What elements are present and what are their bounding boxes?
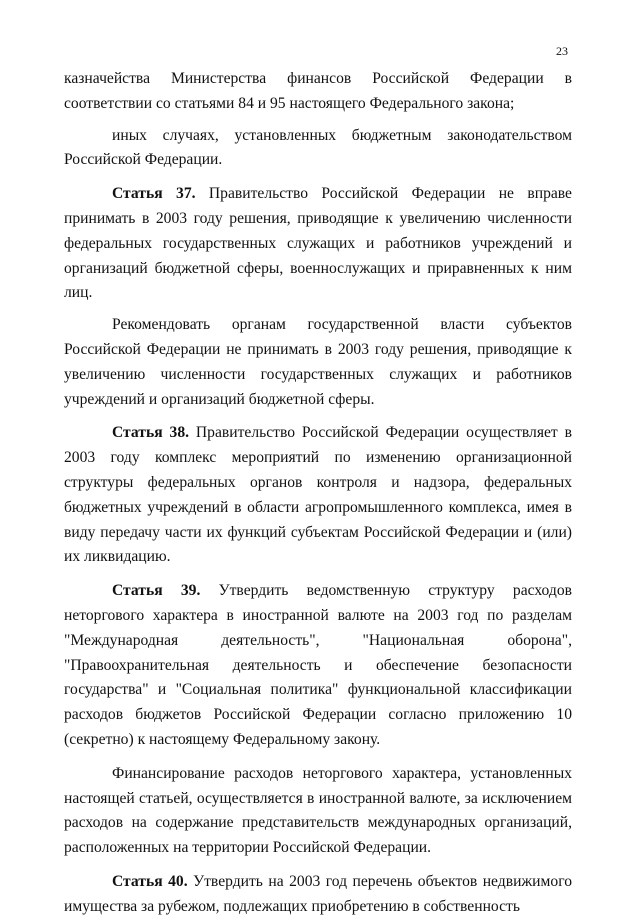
paragraph-text: Правительство Российской Федерации не вправе принимать в 2003 году решения, приводящие к увеличению численности федеральных государственных служащих и работников учреждений и организаций бюджетной сферы, военнослужащих и приравненных к ним лиц. — [64, 185, 572, 302]
paragraph-text: Правительство Российской Федерации осуществляет в 2003 году комплекс мероприятий по изменению организационной структуры федеральных органов контроля и надзора, федеральных бюджетных учреждений в области агропромышленного комплекса, имея в виду передачу части их функций субъектам Российской Федерации и (или) их ликвидацию. — [64, 424, 572, 566]
article-heading: Статья 39. — [112, 582, 201, 600]
paragraph — [64, 313, 572, 412]
article-heading: Статья 37. — [112, 185, 196, 203]
paragraph-text: Утвердить на 2003 год перечень объектов недвижимого имущества за рубежом, подлежащих приобретению в собственность — [64, 872, 572, 915]
article-39-paragraph — [64, 579, 572, 753]
article-40-paragraph — [64, 870, 572, 920]
article-37-paragraph — [64, 182, 572, 306]
paragraph-continuation — [64, 67, 572, 117]
article-heading: Статья 40. — [112, 872, 188, 890]
paragraph-text: Рекомендовать органам государственной власти субъектов Российской Федерации не принимать в 2003 году решения, приводящие к увеличению численности государственных служащих и работников учреждений и организаций бюджетной сферы. — [64, 316, 572, 408]
paragraph-text: иных случаях, установленных бюджетным законодательством Российской Федерации. — [64, 126, 572, 169]
paragraph-text: казначейства Министерства финансов Российской Федерации в соответствии со статьями 84 и 95 настоящего Федерального закона; — [64, 70, 572, 112]
paragraph-text: Утвердить ведомственную структуру расходов неторгового характера в иностранной валюте на 2003 год по разделам "Международная деятельность", "Национальная оборона", "Правоохранительная деятельность и обеспечение безопасности государства" и "Социальная политика" функциональной классификации расходов бюджетов Российской Федерации согласно приложению 10 (секретно) к настоящему Федеральному закону. — [64, 582, 572, 748]
paragraph-text: Финансирование расходов неторгового характера, установленных настоящей статьей, осуществляется в иностранной валюте, за исключением расходов на содержание представительств международных организаций, расположенных на территории Российской Федерации. — [64, 764, 572, 857]
article-heading: Статья 38. — [112, 424, 190, 442]
page-number: 23 — [556, 44, 568, 58]
document-body — [64, 67, 572, 920]
article-38-paragraph — [64, 421, 572, 570]
paragraph — [64, 124, 572, 174]
paragraph — [64, 762, 572, 861]
